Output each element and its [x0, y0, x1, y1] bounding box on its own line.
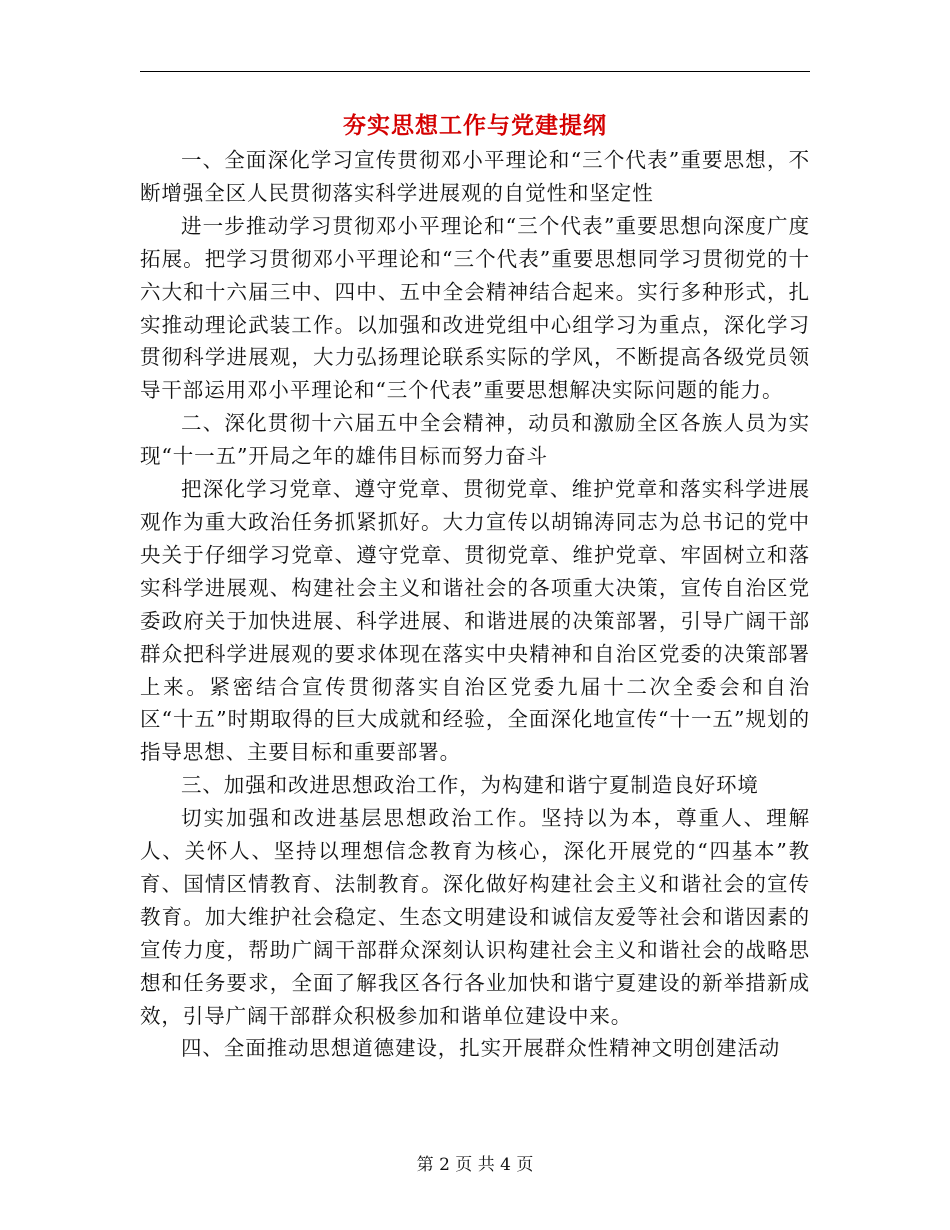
- page-footer: 第 2 页 共 4 页: [416, 1155, 534, 1175]
- header-rule: [140, 71, 810, 72]
- document-title: 夯实思想工作与党建提纲: [343, 112, 607, 139]
- body-paragraph-3: 切实加强和改进基层思想政治工作。坚持以为本，尊重人、理解人、关怀人、坚持以理想信念教育为核心，深化开展党的“四基本”教育、国情区情教育、法制教育。深化做好构建社会主义和谐社会的宣传教育。加大维护社会稳定、生态文明建设和诚信友爱等社会和谐因素的宣传力度，帮助广阔干部群众深刻认识构建社会主义和谐社会的战略思想和任务要求，全面了解我区各行各业加快和谐宁夏建设的新举措新成效，引导广阔干部群众积极参加和谐单位建设中来。: [140, 806, 810, 1028]
- body-paragraph-2: 把深化学习党章、遵守党章、贯彻党章、维护党章和落实科学进展观作为重大政治任务抓紧抓好。大力宣传以胡锦涛同志为总书记的党中央关于仔细学习党章、遵守党章、贯彻党章、维护党章、牢固树立和落实科学进展观、构建社会主义和谐社会的各项重大决策，宣传自治区党委政府关于加快进展、科学进展、和谐进展的决策部署，引导广阔干部群众把科学进展观的要求体现在落实中央精神和自治区党委的决策部署上来。紧密结合宣传贯彻落实自治区党委九届十二次全委会和自治区“十五”时期取得的巨大成就和经验，全面深化地宣传“十一五”规划的指导思想、主要目标和重要部署。: [140, 477, 810, 765]
- section-heading-3: 三、加强和改进思想政治工作，为构建和谐宁夏制造良好环境: [181, 773, 759, 798]
- section-heading-2: 二、深化贯彻十六届五中全会精神，动员和激励全区各族人员为实现“十一五”开局之年的雄伟目标而努力奋斗: [140, 411, 810, 469]
- section-heading-4: 四、全面推动思想道德建设，扎实开展群众性精神文明创建活动: [181, 1036, 781, 1061]
- document-body: [140, 144, 810, 1065]
- body-paragraph-1: 进一步推动学习贯彻邓小平理论和“三个代表”重要思想向深度广度拓展。把学习贯彻邓小平理论和“三个代表”重要思想同学习贯彻党的十六大和十六届三中、四中、五中全会精神结合起来。实行多种形式，扎实推动理论武装工作。以加强和改进党组中心组学习为重点，深化学习贯彻科学进展观，大力弘扬理论联系实际的学风，不断提高各级党员领导干部运用邓小平理论和“三个代表”重要思想解决实际问题的能力。: [140, 213, 810, 403]
- section-heading-1: 一、全面深化学习宣传贯彻邓小平理论和“三个代表”重要思想，不断增强全区人民贯彻落实科学进展观的自觉性和坚定性: [140, 148, 810, 205]
